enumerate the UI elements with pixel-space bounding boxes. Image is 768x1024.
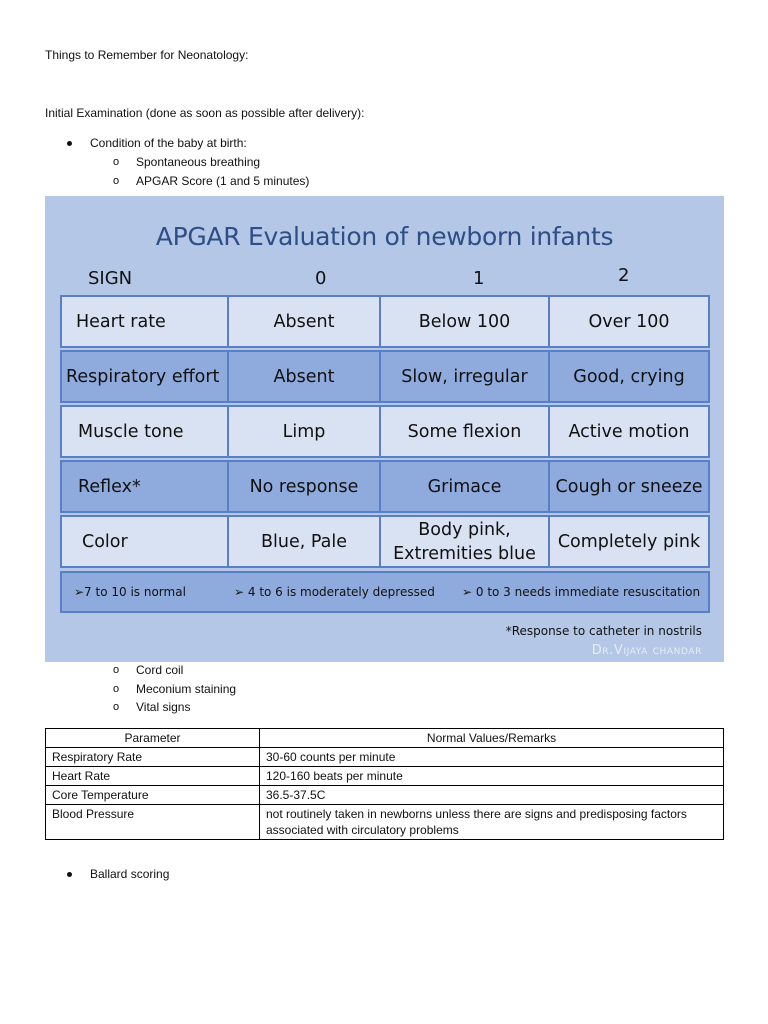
- apgar-cell-score1: Below 100: [379, 295, 550, 348]
- apgar-cell-score2: Completely pink: [548, 515, 710, 568]
- apgar-cell-sign: Respiratory effort: [60, 350, 229, 403]
- vital-signs-table: [45, 728, 724, 840]
- table-row: [46, 767, 724, 786]
- table-cell: Respiratory Rate: [46, 748, 260, 767]
- table-cell: 36.5-37.5C: [260, 786, 724, 805]
- sub-list-item: Meconium staining: [136, 682, 237, 696]
- apgar-header-1: 1: [473, 268, 485, 289]
- apgar-cell-score0: Absent: [227, 295, 381, 348]
- sub-bullet-icon: o: [113, 701, 120, 713]
- apgar-title: APGAR Evaluation of newborn infants: [155, 222, 614, 251]
- table-cell: not routinely taken in newborns unless there are signs and predisposing factors associated with circulatory problems: [260, 805, 724, 840]
- apgar-cell-score1: Grimace: [379, 460, 550, 513]
- table-cell: 120-160 beats per minute: [260, 767, 724, 786]
- sub-list-item: Cord coil: [136, 663, 184, 677]
- list-item: Ballard scoring: [90, 867, 170, 881]
- watermark: Dr.Vijaya chandar: [591, 643, 702, 658]
- apgar-cell-sign: Color: [60, 515, 229, 568]
- table-row: [46, 805, 724, 840]
- table-cell: Blood Pressure: [46, 805, 260, 840]
- sub-bullet-icon: o: [113, 683, 120, 695]
- apgar-cell-score1: Slow, irregular: [379, 350, 550, 403]
- column-header: Normal Values/Remarks: [260, 729, 724, 748]
- table-cell: Core Temperature: [46, 786, 260, 805]
- bullet-icon: [67, 141, 72, 146]
- apgar-cell-score1: Body pink, Extremities blue: [379, 515, 550, 568]
- apgar-cell-score0: Blue, Pale: [227, 515, 381, 568]
- apgar-interpretation-bar: [60, 571, 710, 613]
- apgar-cell-score0: Absent: [227, 350, 381, 403]
- interpretation-moderate: ➢ 4 to 6 is moderately depressed: [234, 585, 435, 599]
- table-row: [46, 786, 724, 805]
- sub-list-item: Spontaneous breathing: [136, 155, 261, 169]
- apgar-cell-sign: Muscle tone: [60, 405, 229, 458]
- apgar-header-sign: SIGN: [88, 268, 133, 289]
- sub-bullet-icon: o: [113, 156, 120, 168]
- table-cell: Heart Rate: [46, 767, 260, 786]
- sub-list-item: APGAR Score (1 and 5 minutes): [136, 174, 310, 188]
- apgar-figure: [45, 196, 724, 662]
- column-header: Parameter: [46, 729, 260, 748]
- apgar-cell-score2: Over 100: [548, 295, 710, 348]
- apgar-cell-score1: Some flexion: [379, 405, 550, 458]
- interpretation-severe: ➢ 0 to 3 needs immediate resuscitation: [462, 585, 701, 599]
- section-heading: Initial Examination (done as soon as possible after delivery):: [45, 106, 365, 120]
- sub-bullet-icon: o: [113, 664, 120, 676]
- table-row: [46, 748, 724, 767]
- bullet-icon: [67, 872, 72, 877]
- apgar-cell-score2: Good, crying: [548, 350, 710, 403]
- apgar-cell-sign: Heart rate: [60, 295, 229, 348]
- apgar-cell-sign: Reflex*: [60, 460, 229, 513]
- table-cell: 30-60 counts per minute: [260, 748, 724, 767]
- apgar-cell-score0: Limp: [227, 405, 381, 458]
- table-header-row: [46, 729, 724, 748]
- document-title: Things to Remember for Neonatology:: [45, 48, 249, 62]
- apgar-cell-score2: Active motion: [548, 405, 710, 458]
- apgar-footnote: *Response to catheter in nostrils: [505, 624, 702, 638]
- sub-bullet-icon: o: [113, 175, 120, 187]
- apgar-header-2: 2: [618, 265, 630, 286]
- interpretation-normal: ➢7 to 10 is normal: [74, 585, 186, 599]
- list-item: Condition of the baby at birth:: [90, 136, 247, 150]
- apgar-header-0: 0: [315, 268, 327, 289]
- apgar-cell-score2: Cough or sneeze: [548, 460, 710, 513]
- apgar-cell-score0: No response: [227, 460, 381, 513]
- sub-list-item: Vital signs: [136, 700, 191, 714]
